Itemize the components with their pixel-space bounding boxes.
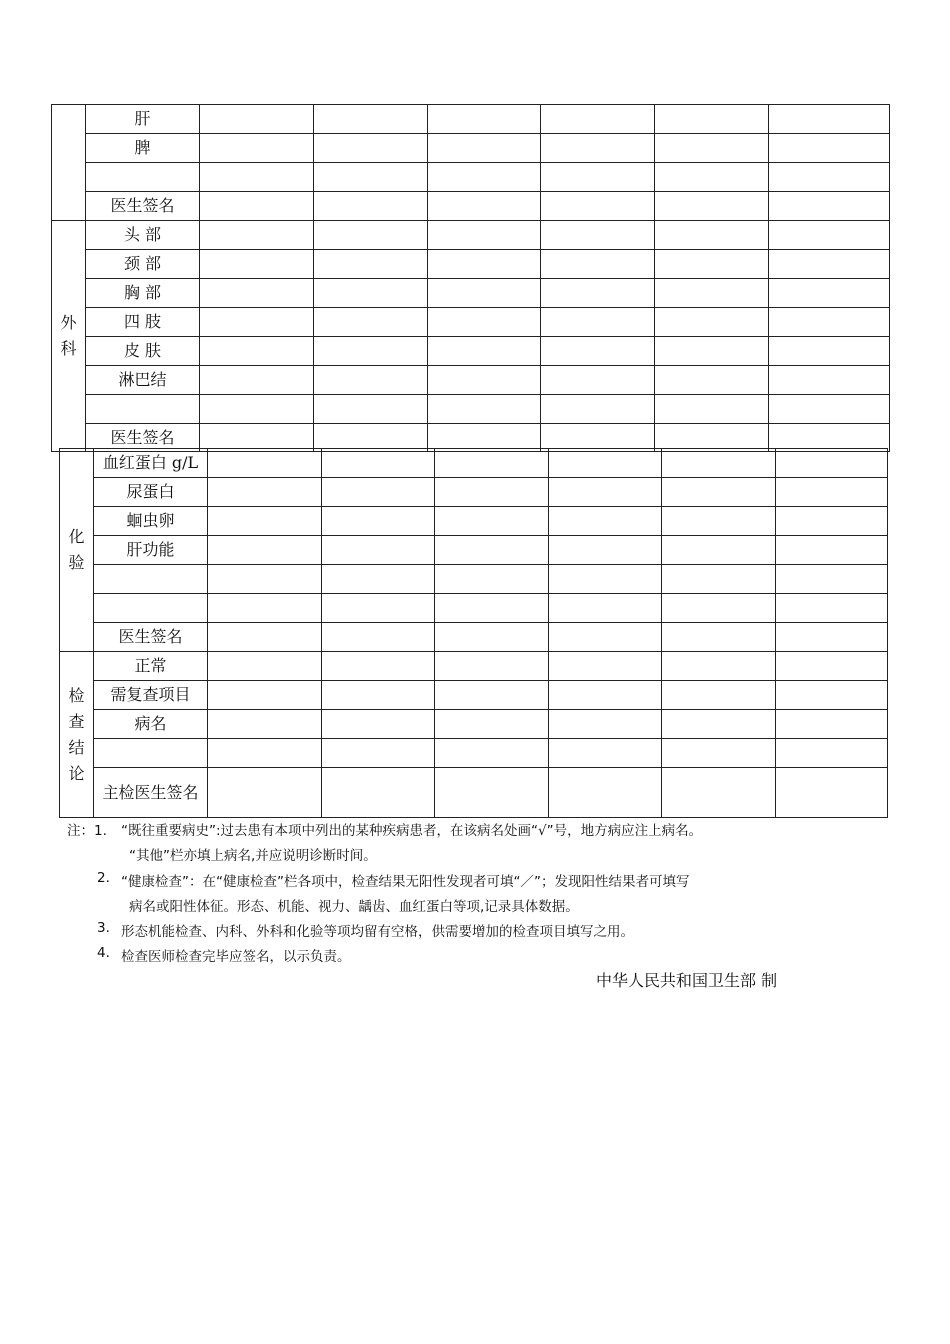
entry-cell[interactable]	[662, 449, 776, 478]
entry-cell[interactable]	[549, 594, 662, 623]
entry-cell[interactable]	[322, 739, 435, 768]
entry-cell[interactable]	[549, 623, 662, 652]
table-row	[52, 308, 890, 337]
entry-cell[interactable]	[322, 681, 435, 710]
entry-cell[interactable]	[322, 536, 435, 565]
entry-cell[interactable]	[549, 478, 662, 507]
entry-cell[interactable]	[655, 250, 769, 279]
row-label: 正常	[94, 652, 208, 681]
entry-cell[interactable]	[769, 221, 890, 250]
entry-cell[interactable]	[435, 681, 549, 710]
entry-cell[interactable]	[200, 163, 314, 192]
entry-cell[interactable]	[549, 507, 662, 536]
entry-cell[interactable]	[435, 478, 549, 507]
entry-cell[interactable]	[655, 337, 769, 366]
entry-cell[interactable]	[541, 134, 655, 163]
entry-cell[interactable]	[314, 163, 428, 192]
entry-cell[interactable]	[322, 594, 435, 623]
entry-cell[interactable]	[208, 652, 322, 681]
entry-cell[interactable]	[769, 279, 890, 308]
entry-cell[interactable]	[769, 250, 890, 279]
entry-cell[interactable]	[541, 163, 655, 192]
entry-cell[interactable]	[776, 739, 888, 768]
entry-cell[interactable]	[314, 366, 428, 395]
entry-cell[interactable]	[428, 105, 541, 134]
entry-cell[interactable]	[662, 681, 776, 710]
table-row	[52, 395, 890, 424]
note-3-line-1: 形态机能检查、内科、外科和化验等项均留有空格，供需要增加的检查项目填写之用。	[121, 924, 634, 940]
entry-cell[interactable]	[435, 536, 549, 565]
entry-cell[interactable]	[776, 623, 888, 652]
row-label: 需复查项目	[94, 681, 208, 710]
entry-cell[interactable]	[322, 449, 435, 478]
entry-cell[interactable]	[776, 565, 888, 594]
entry-cell[interactable]	[769, 163, 890, 192]
entry-cell[interactable]	[541, 279, 655, 308]
entry-cell[interactable]	[322, 710, 435, 739]
entry-cell[interactable]	[314, 279, 428, 308]
exam-table-upper	[51, 104, 890, 452]
note-4-line-1: 检查医师检查完毕应签名，以示负责。	[121, 949, 351, 965]
note-1-line-1: “既往重要病史”:过去患有本项中列出的某种疾病患者，在该病名处画“√”号，地方病应注上病名。	[121, 823, 703, 839]
table-row	[60, 594, 888, 623]
entry-cell[interactable]	[428, 250, 541, 279]
entry-cell[interactable]	[769, 366, 890, 395]
table-row	[52, 366, 890, 395]
entry-cell[interactable]	[435, 449, 549, 478]
entry-cell[interactable]	[208, 623, 322, 652]
entry-cell[interactable]	[549, 652, 662, 681]
entry-cell[interactable]	[322, 507, 435, 536]
note-1-line-2: “其他”栏亦填上病名,并应说明诊断时间。	[129, 848, 377, 864]
entry-cell[interactable]	[662, 623, 776, 652]
entry-cell[interactable]	[200, 395, 314, 424]
entry-cell[interactable]	[549, 449, 662, 478]
table-row	[60, 507, 888, 536]
note-4-prefix: 4.	[97, 945, 110, 961]
entry-cell[interactable]	[776, 681, 888, 710]
entry-cell[interactable]	[655, 308, 769, 337]
entry-cell[interactable]	[208, 565, 322, 594]
category-cell-blank	[52, 105, 86, 221]
entry-cell[interactable]	[322, 478, 435, 507]
entry-cell[interactable]	[541, 105, 655, 134]
row-label[interactable]	[86, 163, 200, 192]
table-row	[52, 337, 890, 366]
entry-cell[interactable]	[428, 308, 541, 337]
entry-cell[interactable]	[776, 507, 888, 536]
row-label: 淋巴结	[86, 366, 200, 395]
exam-table-lower	[59, 448, 888, 818]
entry-cell[interactable]	[435, 507, 549, 536]
entry-cell[interactable]	[769, 192, 890, 221]
row-label: 血红蛋白 g/L	[94, 449, 208, 478]
row-label: 主检医生签名	[94, 768, 208, 818]
entry-cell[interactable]	[541, 308, 655, 337]
entry-cell[interactable]	[662, 507, 776, 536]
table-row	[52, 279, 890, 308]
table-row	[60, 710, 888, 739]
row-label: 头 部	[86, 221, 200, 250]
table-row	[60, 623, 888, 652]
entry-cell[interactable]	[662, 768, 776, 818]
entry-cell[interactable]	[322, 565, 435, 594]
entry-cell[interactable]	[314, 395, 428, 424]
entry-cell[interactable]	[200, 221, 314, 250]
entry-cell[interactable]	[314, 308, 428, 337]
entry-cell[interactable]	[435, 623, 549, 652]
entry-cell[interactable]	[200, 134, 314, 163]
row-label: 皮 肤	[86, 337, 200, 366]
table-row	[52, 250, 890, 279]
row-label: 肝	[86, 105, 200, 134]
entry-cell[interactable]	[322, 768, 435, 818]
note-2-prefix: 2.	[97, 870, 110, 886]
row-label: 蛔虫卵	[94, 507, 208, 536]
entry-cell[interactable]	[428, 221, 541, 250]
entry-cell[interactable]	[655, 395, 769, 424]
entry-cell[interactable]	[541, 395, 655, 424]
row-label[interactable]	[86, 395, 200, 424]
entry-cell[interactable]	[200, 105, 314, 134]
note-1-prefix: 注：1.	[67, 823, 107, 839]
entry-cell[interactable]	[776, 478, 888, 507]
entry-cell[interactable]	[776, 449, 888, 478]
table-row	[60, 565, 888, 594]
entry-cell[interactable]	[200, 337, 314, 366]
entry-cell[interactable]	[549, 536, 662, 565]
entry-cell[interactable]	[208, 594, 322, 623]
entry-cell[interactable]	[314, 250, 428, 279]
table-row	[52, 192, 890, 221]
entry-cell[interactable]	[662, 478, 776, 507]
category-label-conclusion: 检查结论	[60, 652, 94, 818]
entry-cell[interactable]	[655, 105, 769, 134]
entry-cell[interactable]	[662, 594, 776, 623]
row-label[interactable]	[94, 739, 208, 768]
entry-cell[interactable]	[541, 337, 655, 366]
row-label[interactable]	[94, 594, 208, 623]
entry-cell[interactable]	[200, 192, 314, 221]
entry-cell[interactable]	[662, 536, 776, 565]
entry-cell[interactable]	[662, 710, 776, 739]
entry-cell[interactable]	[428, 192, 541, 221]
entry-cell[interactable]	[200, 308, 314, 337]
entry-cell[interactable]	[655, 366, 769, 395]
entry-cell[interactable]	[208, 507, 322, 536]
table-row	[60, 536, 888, 565]
entry-cell[interactable]	[428, 366, 541, 395]
entry-cell[interactable]	[314, 337, 428, 366]
issuer-footer: 中华人民共和国卫生部 制	[596, 971, 778, 990]
note-3-prefix: 3.	[97, 920, 110, 936]
entry-cell[interactable]	[655, 192, 769, 221]
entry-cell[interactable]	[314, 105, 428, 134]
table-row	[60, 768, 888, 818]
entry-cell[interactable]	[549, 710, 662, 739]
entry-cell[interactable]	[541, 250, 655, 279]
table-row	[52, 134, 890, 163]
entry-cell[interactable]	[549, 681, 662, 710]
row-label: 医生签名	[86, 192, 200, 221]
row-label: 医生签名	[94, 623, 208, 652]
entry-cell[interactable]	[776, 768, 888, 818]
table-row	[52, 163, 890, 192]
entry-cell[interactable]	[435, 768, 549, 818]
entry-cell[interactable]	[776, 594, 888, 623]
entry-cell[interactable]	[776, 710, 888, 739]
entry-cell[interactable]	[428, 134, 541, 163]
table-row	[60, 739, 888, 768]
row-label: 四 肢	[86, 308, 200, 337]
entry-cell[interactable]	[435, 652, 549, 681]
row-label: 胸 部	[86, 279, 200, 308]
entry-cell[interactable]	[208, 449, 322, 478]
category-label-surgery: 外科	[52, 221, 86, 452]
entry-cell[interactable]	[435, 739, 549, 768]
entry-cell[interactable]	[208, 739, 322, 768]
entry-cell[interactable]	[769, 134, 890, 163]
row-label: 医生签名	[86, 424, 200, 452]
entry-cell[interactable]	[776, 536, 888, 565]
entry-cell[interactable]	[769, 308, 890, 337]
entry-cell[interactable]	[435, 594, 549, 623]
entry-cell[interactable]	[662, 739, 776, 768]
entry-cell[interactable]	[549, 565, 662, 594]
table-row	[60, 478, 888, 507]
entry-cell[interactable]	[541, 221, 655, 250]
row-label[interactable]	[94, 565, 208, 594]
entry-cell[interactable]	[662, 565, 776, 594]
entry-cell[interactable]	[200, 279, 314, 308]
entry-cell[interactable]	[655, 279, 769, 308]
row-label: 尿蛋白	[94, 478, 208, 507]
entry-cell[interactable]	[655, 134, 769, 163]
entry-cell[interactable]	[200, 250, 314, 279]
entry-cell[interactable]	[549, 768, 662, 818]
entry-cell[interactable]	[314, 134, 428, 163]
table-row	[60, 449, 888, 478]
note-2-line-2: 病名或阳性体征。形态、机能、视力、龋齿、血红蛋白等项,记录具体数据。	[129, 899, 579, 915]
entry-cell[interactable]	[428, 337, 541, 366]
table-row	[60, 681, 888, 710]
entry-cell[interactable]	[208, 710, 322, 739]
entry-cell[interactable]	[549, 739, 662, 768]
entry-cell[interactable]	[435, 565, 549, 594]
entry-cell[interactable]	[428, 279, 541, 308]
entry-cell[interactable]	[208, 681, 322, 710]
entry-cell[interactable]	[314, 221, 428, 250]
entry-cell[interactable]	[208, 478, 322, 507]
entry-cell[interactable]	[662, 652, 776, 681]
entry-cell[interactable]	[776, 652, 888, 681]
entry-cell[interactable]	[314, 192, 428, 221]
entry-cell[interactable]	[541, 192, 655, 221]
entry-cell[interactable]	[769, 337, 890, 366]
entry-cell[interactable]	[322, 652, 435, 681]
entry-cell[interactable]	[435, 710, 549, 739]
table-row	[60, 652, 888, 681]
entry-cell[interactable]	[655, 221, 769, 250]
table-row	[52, 105, 890, 134]
entry-cell[interactable]	[769, 105, 890, 134]
entry-cell[interactable]	[655, 163, 769, 192]
row-label: 颈 部	[86, 250, 200, 279]
entry-cell[interactable]	[322, 623, 435, 652]
row-label: 脾	[86, 134, 200, 163]
row-label: 肝功能	[94, 536, 208, 565]
entry-cell[interactable]	[200, 366, 314, 395]
entry-cell[interactable]	[428, 163, 541, 192]
entry-cell[interactable]	[541, 366, 655, 395]
entry-cell[interactable]	[208, 768, 322, 818]
category-label-lab: 化验	[60, 449, 94, 652]
entry-cell[interactable]	[428, 395, 541, 424]
row-label: 病名	[94, 710, 208, 739]
table-row	[52, 221, 890, 250]
entry-cell[interactable]	[769, 395, 890, 424]
note-2-line-1: “健康检查”：在“健康检查”栏各项中，检查结果无阳性发现者可填“／”；发现阳性结果者可填写	[121, 874, 690, 890]
entry-cell[interactable]	[208, 536, 322, 565]
